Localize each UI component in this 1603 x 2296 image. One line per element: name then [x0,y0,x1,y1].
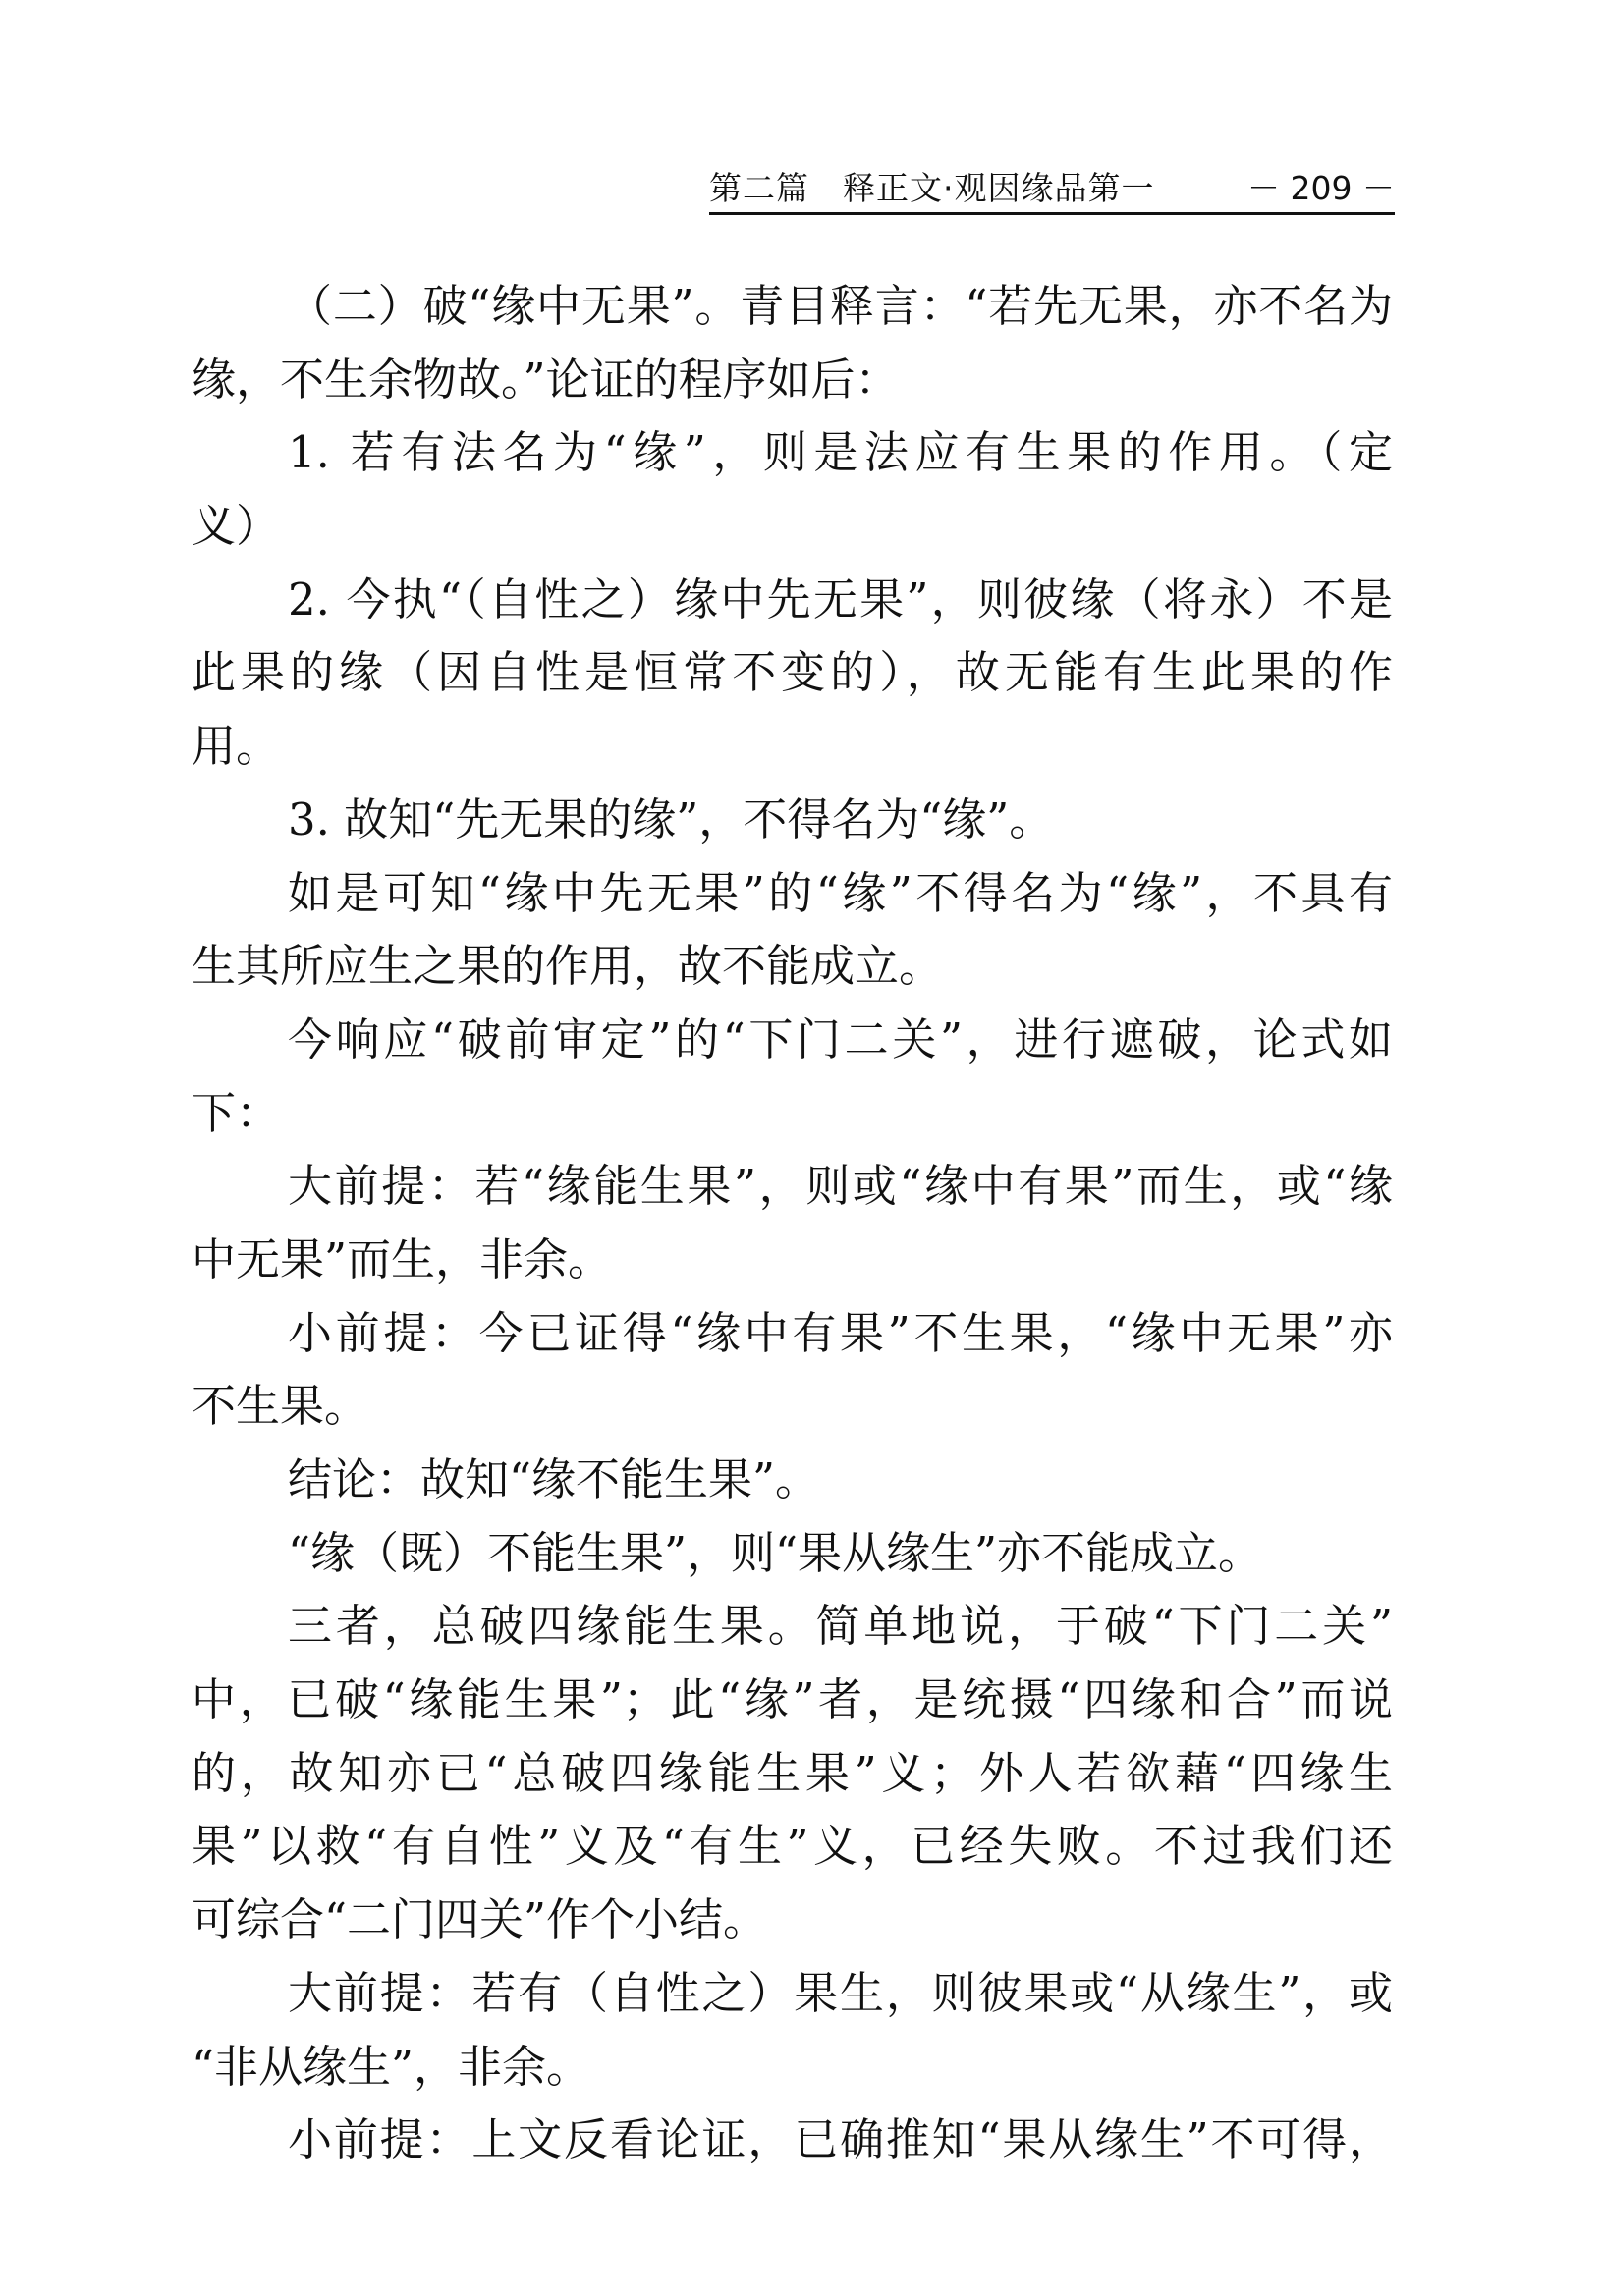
text-line: 缘，不生余物故。”论证的程序如后： [192,353,900,406]
text-line: 结论：故知“缘不能生果”。 [288,1453,820,1505]
text-line: 可综合“二门四关”作个小结。 [192,1893,768,1946]
text-line: 用。 [192,720,281,773]
text-line: 如是可知“缘中先无果”的“缘”不得名为“缘”，不具有 [288,866,1393,919]
text-line: 三者，总破四缘能生果。简单地说，于破“下门二关” [288,1600,1393,1653]
text-line: “缘（既）不能生果”，则“果从缘生”亦不能成立。 [288,1526,1263,1579]
text-line: 不生果。 [192,1380,369,1433]
text-line: 果”以救“有自性”义及“有生”义，已经失败。不过我们还 [192,1820,1393,1873]
text-line: 小前提：上文反看论证，已确推知“果从缘生”不可得， [288,2113,1393,2166]
text-line: 的，故知亦已“总破四缘能生果”义；外人若欲藉“四缘生 [192,1746,1393,1799]
text-line: 大前提：若“缘能生果”，则或“缘中有果”而生，或“缘 [288,1160,1393,1213]
text-line: 3. 故知“先无果的缘”，不得名为“缘”。 [288,793,1054,846]
text-line: 生其所应生之果的作用，故不能成立。 [192,940,944,993]
text-line: （二）破“缘中无果”。青目释言：“若先无果，亦不名为 [288,280,1393,332]
text-line: “非从缘生”，非余。 [192,2040,591,2093]
text-line: 中，已破“缘能生果”；此“缘”者，是统摄“四缘和合”而说 [192,1673,1393,1726]
text-line: 大前提：若有（自性之）果生，则彼果或“从缘生”，或 [288,1966,1393,2019]
running-header [709,165,1395,215]
text-line: 下： [192,1086,281,1139]
text-line: 1. 若有法名为“缘”，则是法应有生果的作用。（定 [288,426,1393,479]
text-line: 中无果”而生，非余。 [192,1232,613,1285]
text-line: 此果的缘（因自性是恒常不变的），故无能有生此果的作 [192,646,1393,699]
text-line: 2. 今执“（自性之）缘中先无果”，则彼缘（将永）不是 [288,573,1393,626]
page-number: － 209 － [1247,169,1395,207]
text-line: 今响应“破前审定”的“下门二关”，进行遮破，论式如 [288,1012,1393,1066]
running-title: 第二篇 释正文·观因缘品第一 [709,169,1155,207]
text-line: 义） [192,500,281,553]
body-text [192,270,1393,2177]
text-line: 小前提：今已证得“缘中有果”不生果，“缘中无果”亦 [288,1306,1393,1359]
